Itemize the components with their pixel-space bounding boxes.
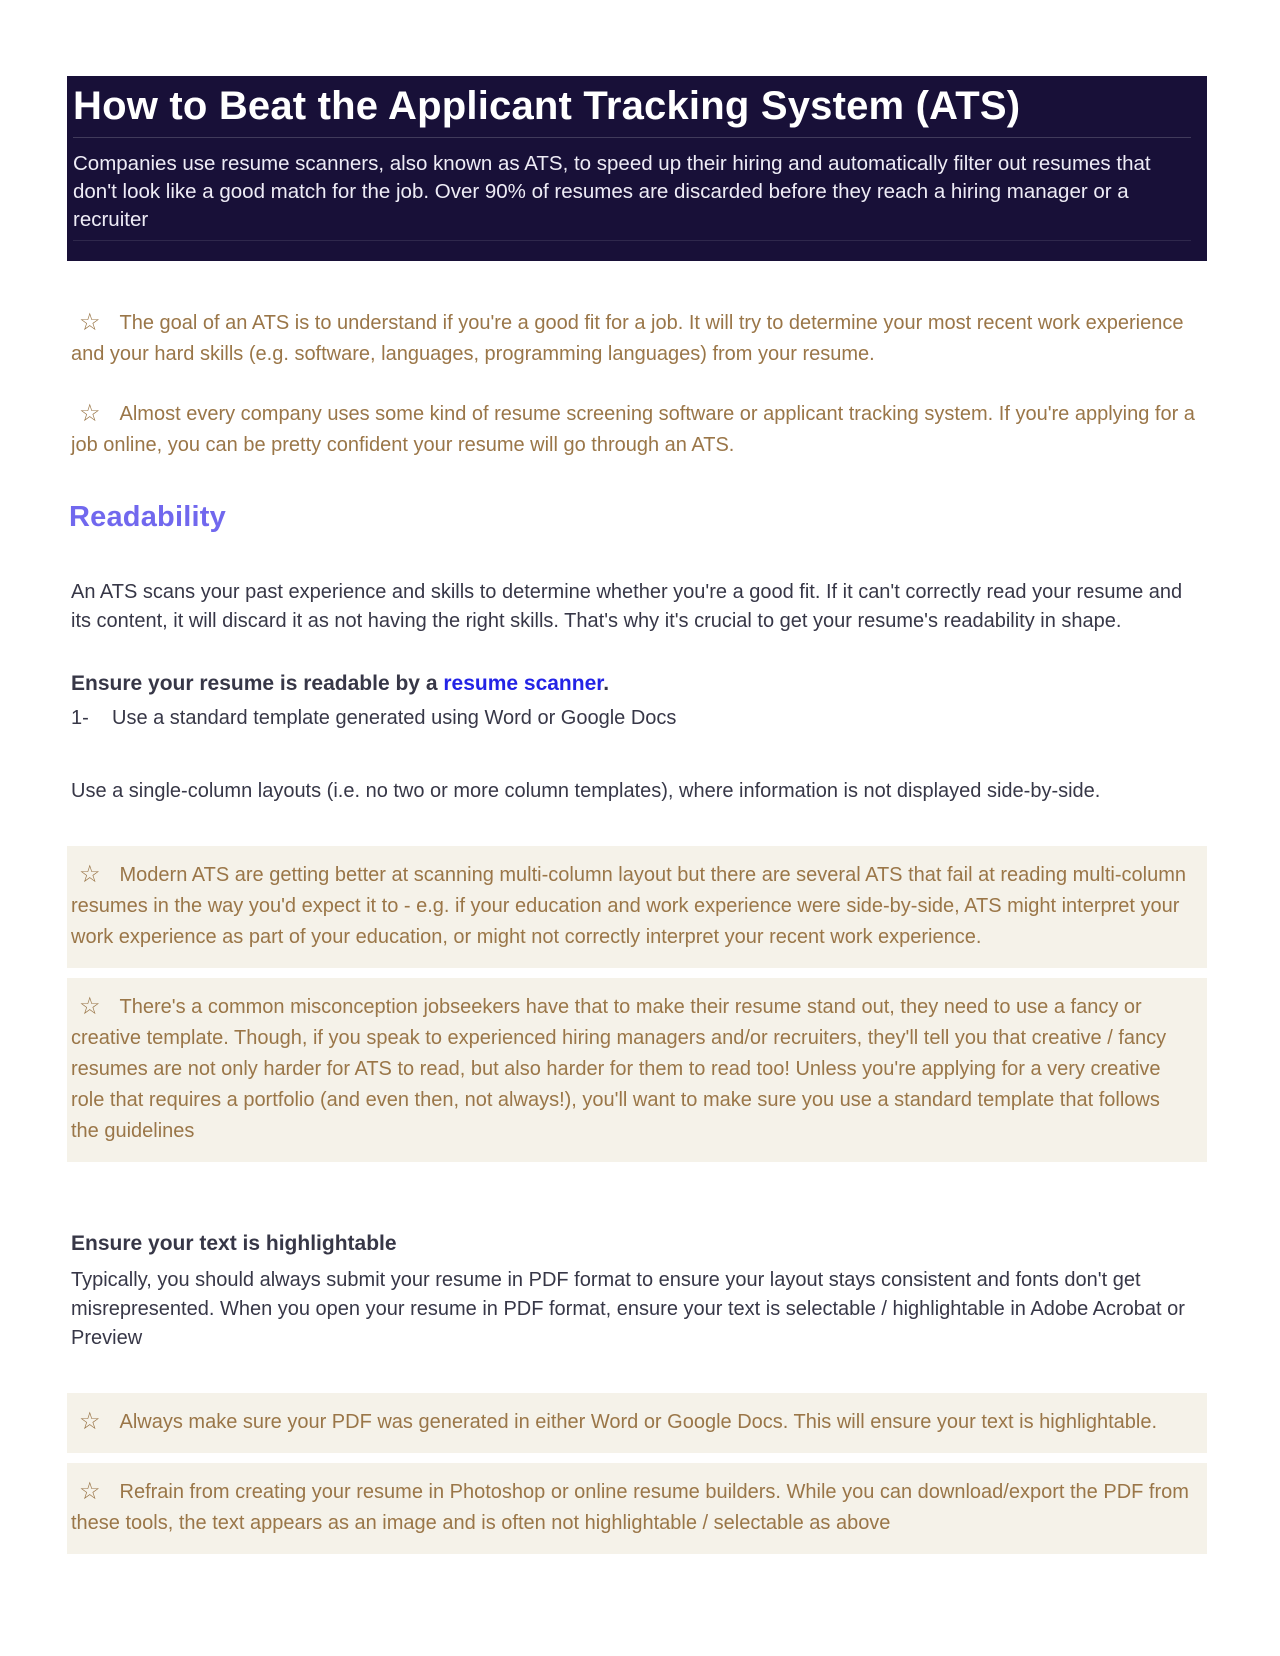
callout-ats-goal: [67, 307, 1207, 370]
document-header: [67, 76, 1207, 261]
callout-text: Almost every company uses some kind of resume screening software or applicant tracking system. If you're applying for a job online, you can be pretty confident your resume will go through an ATS.: [71, 402, 1195, 456]
subhead-resume-readable: [67, 670, 1207, 698]
list-item-marker: 1-: [71, 706, 89, 729]
section-heading-readability: Readability: [69, 500, 226, 533]
star-icon: ☆: [79, 860, 101, 888]
callout-text: Always make sure your PDF was generated in either Word or Google Docs. This will ensure your text is highlightable.: [119, 1410, 1158, 1433]
subhead-bold-suffix: .: [603, 671, 610, 695]
star-icon: ☆: [79, 308, 101, 336]
list-item-standard-template: [67, 704, 1207, 733]
pdf-format-paragraph: Typically, you should always submit your resume in PDF format to ensure your layout stays consistent and fonts don't get misrepresented. When you open your resume in PDF format, ensure your text is selectable / highlightable in Adobe Acrobat or Preview: [71, 1268, 1185, 1349]
subhead-text: Ensure your text is highlightable: [71, 1231, 397, 1255]
star-icon: ☆: [79, 992, 101, 1020]
callout-ats-usage: [67, 398, 1207, 461]
callout-pdf-word-docs: [67, 1393, 1207, 1453]
callout-multi-column-warning: [67, 846, 1207, 968]
star-icon: ☆: [79, 399, 101, 427]
subhead-bold-prefix: Ensure your resume is readable by a: [71, 671, 444, 695]
readability-intro-paragraph: An ATS scans your past experience and skills to determine whether you're a good fit. If it can't correctly read your resume and its content, it will discard it as not having the right skills. That's why it's crucial to get your resume's readability in shape.: [71, 580, 1183, 632]
star-icon: ☆: [79, 1477, 101, 1505]
page-title: How to Beat the Applicant Tracking System (ATS): [73, 82, 1191, 138]
resume-scanner-link[interactable]: resume scanner: [443, 671, 604, 695]
callout-text: Modern ATS are getting better at scanning multi-column layout but there are several ATS that fail at reading multi-column resumes in the way you'd expect it to - e.g. if your education and work experience were side-by-side, ATS might interpret your work experience as part of your education, or might not correctly interpret your recent work experience.: [71, 863, 1186, 948]
callout-text: There's a common misconception jobseekers have that to make their resume stand out, they need to use a fancy or creative template. Though, if you speak to experienced hiring managers and/or recruiters, they'll tell you that creative / fancy resumes are not only harder for ATS to read, but also harder for them to read too! Unless you're applying for a very creative role that requires a portfolio (and even then, not always!), you'll want to make sure you use a standard template that follows the guidelines: [71, 995, 1167, 1142]
callout-text: Refrain from creating your resume in Photoshop or online resume builders. While you can download/export the PDF from these tools, the text appears as an image and is often not highlightable / selectable as above: [71, 1480, 1189, 1534]
single-column-paragraph: Use a single-column layouts (i.e. no two or more column templates), where information is not displayed side-by-side.: [71, 779, 1101, 802]
callout-fancy-template-warning: [67, 978, 1207, 1162]
callout-text: The goal of an ATS is to understand if you're a good fit for a job. It will try to determine your most recent work experience and your hard skills (e.g. software, languages, programming languages) from your resume.: [71, 311, 1184, 365]
page-subtitle: Companies use resume scanners, also known as ATS, to speed up their hiring and automatically filter out resumes that don't look like a good match for the job. Over 90% of resumes are discarded before they reach a hiring manager or a recruiter: [73, 150, 1191, 241]
callout-photoshop-warning: [67, 1463, 1207, 1554]
spacer: [67, 1162, 1207, 1196]
subhead-text-highlightable: [67, 1230, 1207, 1258]
list-item-text: Use a standard template generated using Word or Google Docs: [112, 706, 677, 729]
star-icon: ☆: [79, 1407, 101, 1435]
